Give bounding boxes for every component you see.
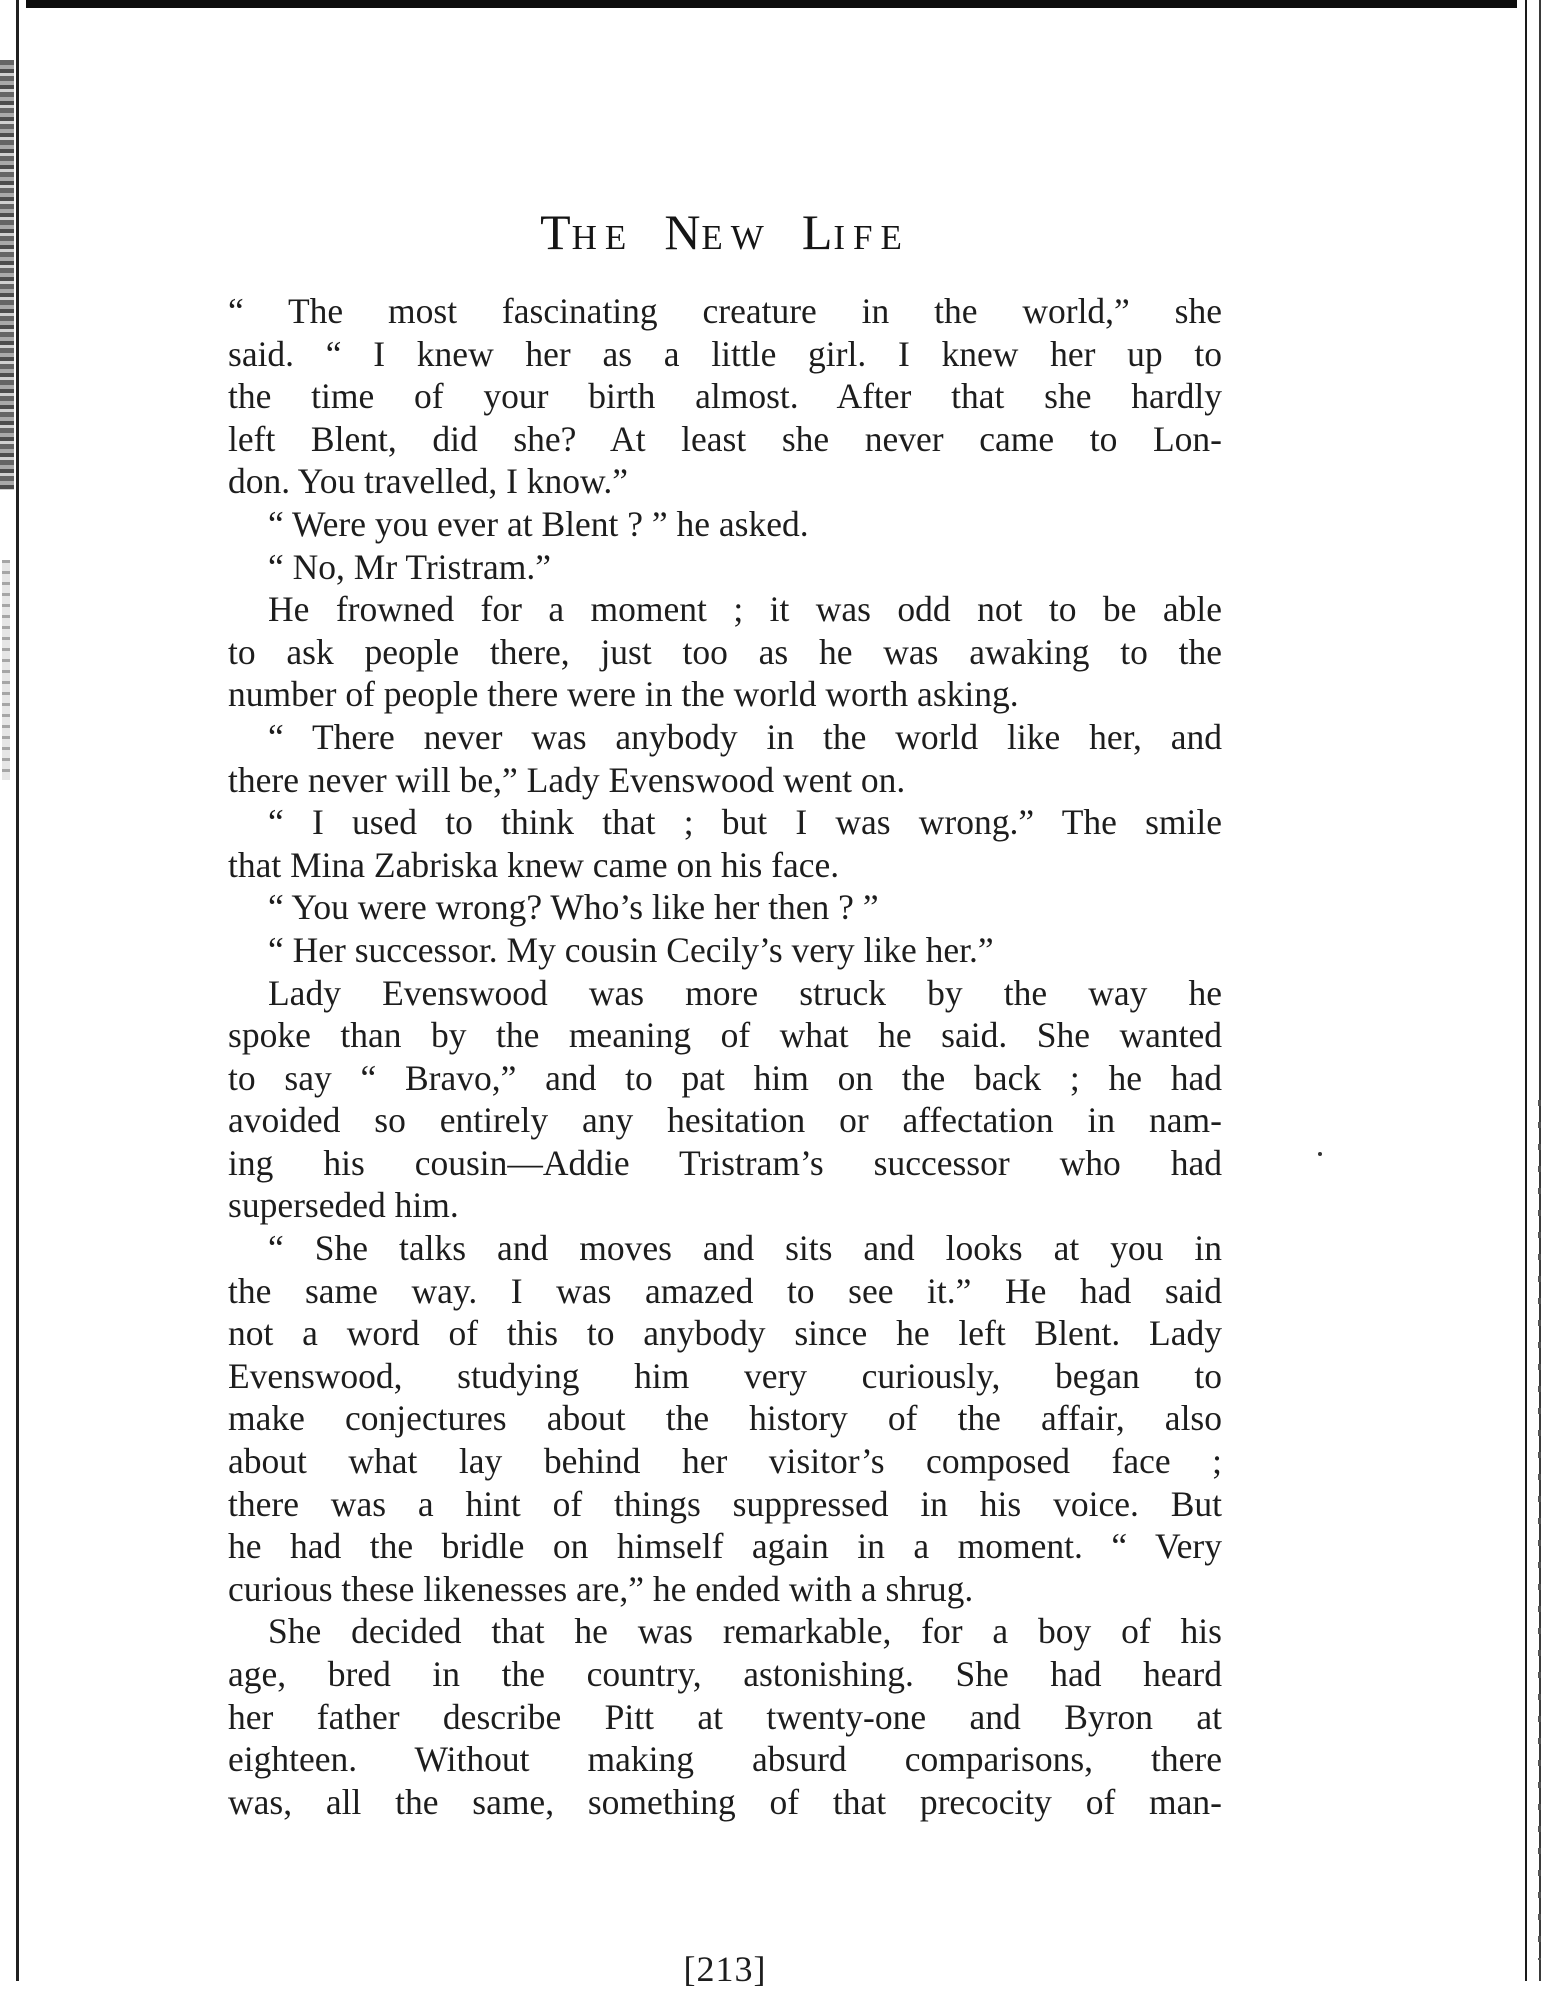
- text-line: “ She talks and moves and sits and looks at you in: [268, 1228, 1222, 1269]
- text-line: he had the bridle on himself again in a moment. “ Very: [228, 1526, 1222, 1567]
- scan-speck: [1318, 1152, 1322, 1156]
- text-line: the same way. I was amazed to see it.” He had said: [228, 1270, 1222, 1311]
- text-line: “ Her successor. My cousin Cecily’s very like her.”: [268, 929, 994, 970]
- text-line: said. “ I knew her as a little girl. I knew her up to: [228, 333, 1222, 374]
- body-text: [228, 290, 1222, 1823]
- running-head-rest: ew: [701, 204, 772, 260]
- scan-top-edge: [0, 0, 1547, 8]
- text-line: left Blent, did she? At least she never came to Lon-: [228, 418, 1222, 459]
- running-head-initial: N: [664, 204, 702, 260]
- text-line: He frowned for a moment ; it was odd not to be able: [268, 589, 1222, 630]
- running-head-initial: L: [801, 204, 834, 260]
- text-line: not a word of this to anybody since he left Blent. Lady: [228, 1313, 1222, 1354]
- running-head-word-3: [802, 204, 910, 260]
- running-head-word-2: [664, 204, 772, 260]
- text-line: She decided that he was remarkable, for a boy of his: [268, 1611, 1222, 1652]
- text-line: there never will be,” Lady Evenswood went on.: [228, 759, 906, 800]
- text-line: don. You travelled, I know.”: [228, 461, 628, 502]
- text-line: age, bred in the country, astonishing. She had heard: [228, 1654, 1222, 1694]
- scan-left-bleed: [0, 60, 14, 490]
- text-line: “ The most fascinating creature in the world,” she: [228, 291, 1222, 331]
- scan-right-dots: [1538, 1100, 1541, 1960]
- text-line: “ No, Mr Tristram.”: [268, 546, 552, 587]
- text-line: “ You were wrong? Who’s like her then ? ”: [268, 887, 879, 928]
- text-line: was, all the same, something of that precocity of man-: [228, 1781, 1222, 1822]
- text-line: the time of your birth almost. After that she hardly: [228, 376, 1222, 417]
- text-line: “ There never was anybody in the world like her, and: [268, 716, 1222, 757]
- book-page: [228, 200, 1222, 1989]
- text-line: that Mina Zabriska knew came on his face.: [228, 844, 840, 885]
- running-head: [228, 200, 1222, 264]
- text-line: “ I used to think that ; but I was wrong.” The smile: [268, 802, 1222, 843]
- text-line: to say “ Bravo,” and to pat him on the back ; he had: [228, 1057, 1222, 1098]
- running-head-rest: ife: [833, 204, 910, 260]
- running-head-initial: T: [540, 204, 572, 260]
- text-line: “ Were you ever at Blent ? ” he asked.: [268, 503, 809, 544]
- text-line: about what lay behind her visitor’s composed face ;: [228, 1441, 1222, 1482]
- text-line: there was a hint of things suppressed in his voice. But: [228, 1483, 1222, 1524]
- running-head-rest: he: [571, 204, 635, 260]
- text-line: make conjectures about the history of the affair, also: [228, 1398, 1222, 1439]
- text-line: spoke than by the meaning of what he said. She wanted: [228, 1015, 1222, 1056]
- text-line: Evenswood, studying him very curiously, began to: [228, 1355, 1222, 1396]
- text-line: ing his cousin—Addie Tristram’s successor who had: [228, 1142, 1222, 1183]
- text-line: eighteen. Without making absurd comparisons, there: [228, 1739, 1222, 1780]
- page-number: [213]: [683, 1949, 767, 1989]
- running-head-word-1: [540, 204, 634, 260]
- text-line: to ask people there, just too as he was awaking to the: [228, 631, 1222, 672]
- text-line: her father describe Pitt at twenty-one and Byron at: [228, 1696, 1222, 1737]
- text-line: avoided so entirely any hesitation or affectation in nam-: [228, 1100, 1222, 1141]
- scan-left-bleed-lower: [2, 560, 10, 780]
- text-line: superseded him.: [228, 1185, 459, 1226]
- text-line: number of people there were in the world worth asking.: [228, 674, 1019, 715]
- text-line: Lady Evenswood was more struck by the way he: [268, 972, 1222, 1013]
- text-line: curious these likenesses are,” he ended with a shrug.: [228, 1568, 974, 1609]
